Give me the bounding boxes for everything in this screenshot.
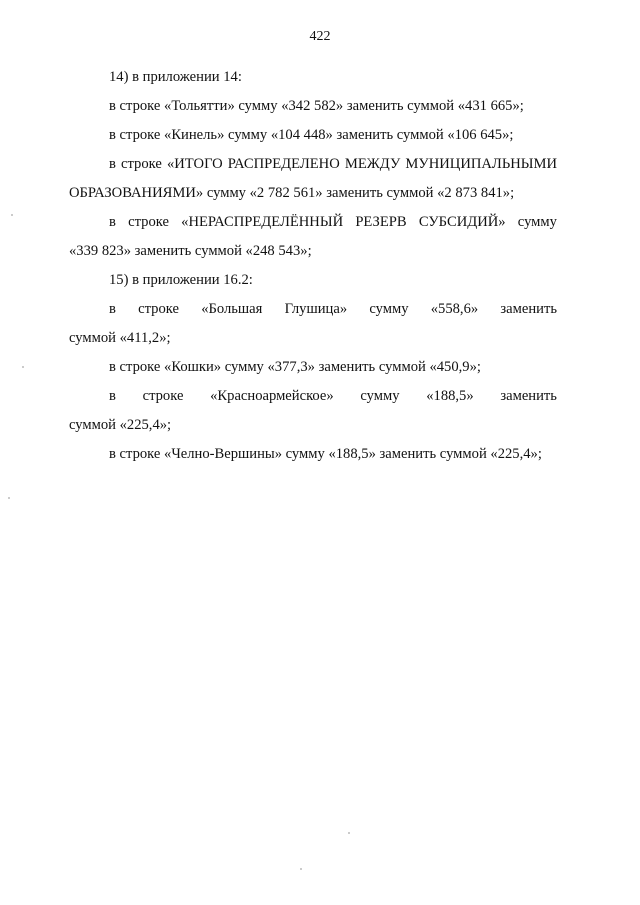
word: «Большая [201,301,263,317]
word: «ИТОГО [166,156,223,172]
word: строке [121,156,162,172]
scan-speck [348,832,350,834]
word: строке [142,388,184,404]
page-number: 422 [309,29,331,44]
paragraph-chelno-vershiny: в строке «Челно-Вершины» сумму «188,5» заменить суммой «225,4»; [109,446,542,462]
word: в [109,301,116,317]
scan-speck [22,366,24,368]
word: «Красноармейское» [210,388,334,404]
word: заменить [500,388,557,404]
word: СУБСИДИЙ» [418,214,506,230]
word: «188,5» [426,388,474,404]
word: «НЕРАСПРЕДЕЛЁННЫЙ [181,214,344,230]
word: МЕЖДУ [344,156,401,172]
scan-speck [11,214,13,216]
word: строке [138,301,179,317]
word: «558,6» [430,301,479,317]
paragraph-appendix-16-2: 15) в приложении 16.2: [109,272,253,288]
word: в [109,214,116,230]
paragraph-togliatti: в строке «Тольятти» сумму «342 582» заменить суммой «431 665»; [109,98,524,114]
word: сумму [360,388,400,404]
word: РАСПРЕДЕЛЕНО [227,156,340,172]
paragraph-koshki: в строке «Кошки» сумму «377,3» заменить суммой «450,9»; [109,359,481,375]
word: РЕЗЕРВ [355,214,407,230]
paragraph-bolshaya-glushitsa [69,295,557,353]
paragraph-reserve-line2: «339 823» заменить суммой «248 543»; [69,243,312,259]
word: сумму [369,301,409,317]
word: в [109,156,116,172]
paragraph-krasnoarmeyskoe-line2: суммой «225,4»; [69,417,172,433]
paragraph-reserve-line1 [69,208,557,237]
paragraph-krasnoarmeyskoe-line1 [69,382,557,411]
scan-speck [300,868,302,870]
word: МУНИЦИПАЛЬНЫМИ [405,156,557,172]
document-body [69,63,557,469]
word: сумму [517,214,557,230]
paragraph-kinel: в строке «Кинель» сумму «104 448» заменить суммой «106 645»; [109,127,514,143]
paragraph-itogo [69,150,557,208]
word: Глушица» [284,301,348,317]
word: заменить [500,301,557,317]
word: в [109,388,116,404]
paragraph-bolshaya-glushitsa-line1 [69,295,557,324]
paragraph-reserve [69,208,557,266]
paragraph-appendix-14: 14) в приложении 14: [109,69,242,85]
paragraph-itogo-line1 [69,150,557,179]
word: строке [128,214,169,230]
paragraph-bolshaya-glushitsa-line2: суммой «411,2»; [69,330,171,346]
scan-speck [8,497,10,499]
paragraph-krasnoarmeyskoe [69,382,557,440]
paragraph-itogo-line2: ОБРАЗОВАНИЯМИ» сумму «2 782 561» заменить суммой «2 873 841»; [69,185,515,201]
